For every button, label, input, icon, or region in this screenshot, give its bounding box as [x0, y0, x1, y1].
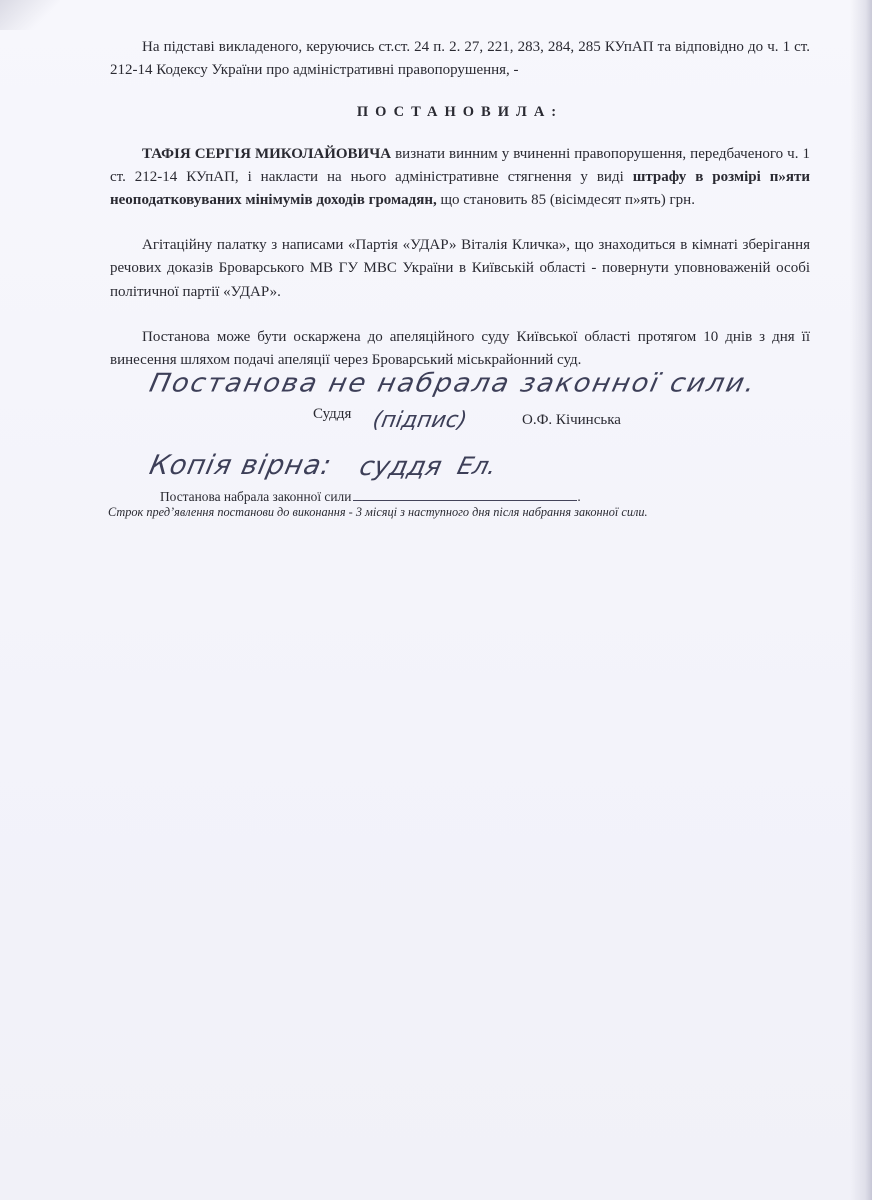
entry-into-force-label: Постанова набрала законної сили	[160, 489, 352, 504]
judge-name: О.Ф. Кічинська	[522, 412, 621, 428]
appeal-paragraph: Постанова може бути оскаржена до апеляційного суду Київської області протягом 10 днів з дня її винесення шляхом подачі апеляції через Броварський міськрайонний суд.	[110, 328, 810, 369]
verdict-paragraph	[110, 143, 810, 213]
defendant-name: ТАФІЯ СЕРГІЯ МИКОЛАЙОВИЧА	[142, 145, 392, 162]
entry-into-force-line	[160, 489, 581, 505]
entry-into-force-period: .	[577, 489, 581, 504]
verdict-text: визнати винним у вчиненні правопорушення, передбаченого ч. 1 ст. 212-14 КУпАП, і накласти на нього адміністративне стягнення у виді	[110, 145, 810, 185]
handwritten-judge-word: суддя	[356, 452, 445, 482]
intro-paragraph: На підставі викладеного, керуючись ст.ст. 24 п. 2. 27, 221, 283, 284, 285 КУпАП та відповідно до ч. 1 ст. 212-14 Кодексу України про адміністративні правопорушення, -	[110, 39, 810, 79]
handwritten-initials: Ел.	[454, 452, 500, 480]
handwritten-copy-certified: Копія вірна:	[146, 450, 335, 481]
entry-into-force-blank	[353, 500, 577, 501]
tent-return-paragraph: Агітаційну палатку з написами «Партія «УДАР» Віталія Кличка», що знаходиться в кімнаті зберігання речових доказів Броварського МВ ГУ МВС України в Київській області - повернути уповноваженій особі політичної партії «УДАР».	[110, 237, 810, 300]
fine-text: штрафу в розмірі п»яти неоподатковуваних мінімумів доходів громадян,	[110, 168, 810, 209]
judge-label: Суддя	[313, 406, 352, 422]
page-corner-shadow	[0, 0, 60, 30]
fine-amount-text: що становить 85 (вісімдесят п»ять) грн.	[436, 192, 695, 209]
enforcement-term-line: Строк пред’явлення постанови до виконання - 3 місяці з наступного дня після набрання законної сили.	[108, 505, 648, 519]
document-body	[110, 36, 810, 372]
judge-signature-note: (підпис)	[370, 408, 469, 433]
resolution-heading: ПОСТАНОВИЛА:	[356, 104, 564, 121]
handwritten-not-in-force-note: Постанова не набрала законної сили.	[146, 368, 760, 399]
page-edge-shadow	[850, 0, 872, 1200]
